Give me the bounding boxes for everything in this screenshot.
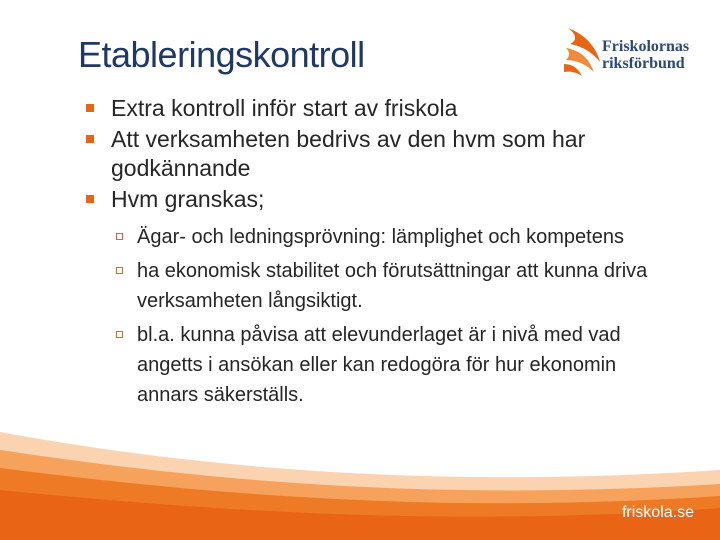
slide-title: Etableringskontroll [78,34,365,75]
footer-url: friskola.se [621,504,694,521]
square-bullet-icon [86,195,94,203]
bullet-list [84,94,664,414]
bullet-text: Hvm granskas; [111,186,265,212]
bullet-text: Extra kontroll inför start av friskola [111,95,458,121]
hollow-square-bullet-icon [116,233,123,240]
bullet-item [84,94,664,123]
friskolornas-logo [562,26,702,78]
bullet-item [84,125,664,183]
footer-wave [0,410,720,540]
sub-bullet-text: ha ekonomisk stabilitet och förutsättningar att kunna driva verksamheten långsiktigt. [137,260,648,312]
square-bullet-icon [86,135,94,143]
bullet-text: Att verksamheten bedrivs av den hvm som har godkännande [111,126,586,181]
logo-text [602,38,689,72]
logo-line-2: riksförbund [602,55,685,72]
hollow-square-bullet-icon [116,331,123,338]
sub-bullet-list [111,222,664,410]
logo-line-1: Friskolornas [602,38,690,55]
logo-flame-icon [562,26,602,78]
sub-bullet-text: Ägar- och ledningsprövning: lämplighet och kompetens [137,226,624,248]
square-bullet-icon [86,104,94,112]
bullet-item [84,185,664,410]
sub-bullet-item [111,222,664,252]
sub-bullet-item [111,256,664,316]
sub-bullet-item [111,320,664,410]
hollow-square-bullet-icon [116,267,123,274]
sub-bullet-text: bl.a. kunna påvisa att elevunderlaget är i nivå med vad angetts i ansökan eller kan redogöra för hur ekonomin annars säkerställs. [137,324,621,406]
